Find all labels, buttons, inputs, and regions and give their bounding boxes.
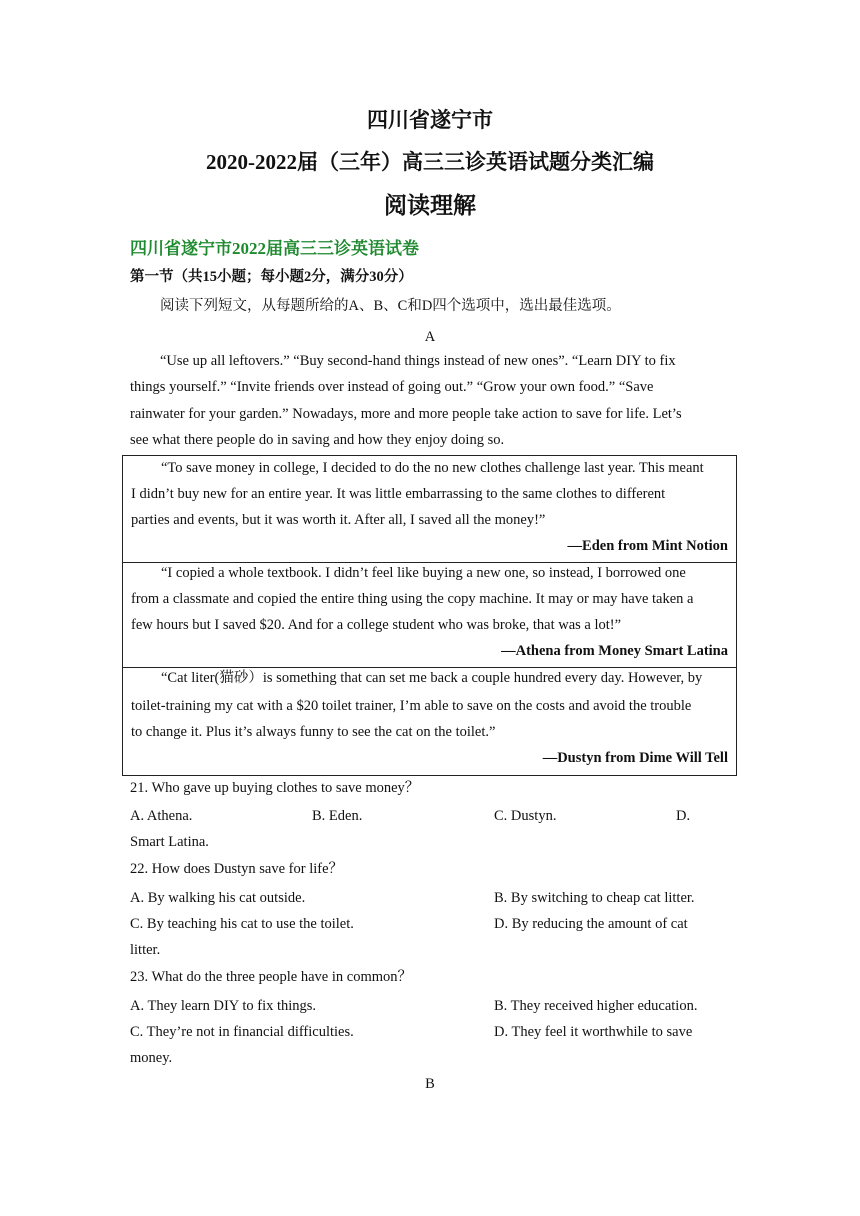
question-22-option-b: B. By switching to cheap cat litter. (494, 890, 695, 906)
quote-dustyn-line-1: “Cat liter(猫砂）is something that can set me back a couple hundred every day. However, by (161, 670, 703, 686)
quote-dustyn-line-3: to change it. Plus it’s always funny to see the cat on the toilet.” (131, 724, 496, 740)
passage-b-label: B (425, 1076, 435, 1092)
question-23-option-c: C. They’re not in financial difficulties. (130, 1024, 354, 1040)
question-22-option-d-cont: litter. (130, 942, 161, 958)
intro-line-1: “Use up all leftovers.” “Buy second-hand things instead of new ones”. “Learn DIY to fix (160, 353, 676, 369)
question-21-option-d: D. (676, 808, 691, 824)
question-22-option-a: A. By walking his cat outside. (130, 890, 306, 906)
part-heading: 第一节（共15小题；每小题2分，满分30分） (130, 269, 413, 285)
quote-dustyn-line-2: toilet-training my cat with a $20 toilet trainer, I’m able to save on the costs and avoid the trouble (131, 698, 692, 714)
quote-athena-signature: —Athena from Money Smart Latina (501, 643, 728, 659)
question-21-option-b: B. Eden. (312, 808, 363, 824)
instruction-text: 阅读下列短文，从每题所给的A、B、C和D四个选项中，选出最佳选项。 (160, 298, 621, 314)
doc-title-topic: 阅读理解 (384, 193, 476, 218)
quote-eden-line-1: “To save money in college, I decided to do the no new clothes challenge last year. This meant (161, 460, 704, 476)
question-23-stem: 23. What do the three people have in common？ (130, 969, 412, 985)
question-23-option-d: D. They feel it worthwhile to save (494, 1024, 693, 1040)
question-21-stem: 21. Who gave up buying clothes to save money？ (130, 780, 420, 796)
quote-athena-line-3: few hours but I saved $20. And for a college student who was broke, that was a lot!” (131, 617, 622, 633)
question-22-option-d: D. By reducing the amount of cat (494, 916, 688, 932)
question-21-option-c: C. Dustyn. (494, 808, 557, 824)
question-23-option-b: B. They received higher education. (494, 998, 698, 1014)
quote-box-eden (122, 455, 737, 563)
quote-athena-line-1: “I copied a whole textbook. I didn’t feel like buying a new one, so instead, I borrowed one (161, 565, 686, 581)
quote-dustyn-signature: —Dustyn from Dime Will Tell (542, 750, 728, 766)
question-23-option-a: A. They learn DIY to fix things. (130, 998, 317, 1014)
quote-eden-line-2: I didn’t buy new for an entire year. It was little embarrassing to the same clothes to different (131, 486, 666, 502)
doc-title-main: 2020-2022届（三年）高三三诊英语试题分类汇编 (206, 150, 654, 174)
intro-line-3: rainwater for your garden.” Nowadays, more and more people take action to save for life. Let’s (130, 406, 682, 422)
question-21-option-a: A. Athena. (130, 808, 193, 824)
question-23-option-d-cont: money. (130, 1050, 173, 1066)
passage-a-label: A (424, 329, 436, 345)
intro-line-2: things yourself.” “Invite friends over instead of going out.” “Grow your own food.” “Save (130, 379, 654, 395)
quote-box-dustyn (122, 668, 737, 776)
quote-eden-line-3: parties and events, but it was worth it. After all, I saved all the money!” (131, 512, 546, 528)
doc-title-region: 四川省遂宁市 (367, 108, 493, 132)
question-21-option-d-cont: Smart Latina. (130, 834, 209, 850)
quote-athena-line-2: from a classmate and copied the entire thing using the copy machine. It may or may have taken a (131, 591, 694, 607)
question-22-option-c: C. By teaching his cat to use the toilet. (130, 916, 354, 932)
intro-line-4: see what there people do in saving and how they enjoy doing so. (130, 432, 505, 448)
section-title: 四川省遂宁市2022届高三三诊英语试卷 (130, 239, 419, 258)
question-22-stem: 22. How does Dustyn save for life？ (130, 861, 344, 877)
quote-box-athena (122, 563, 737, 668)
quote-eden-signature: —Eden from Mint Notion (567, 538, 728, 554)
